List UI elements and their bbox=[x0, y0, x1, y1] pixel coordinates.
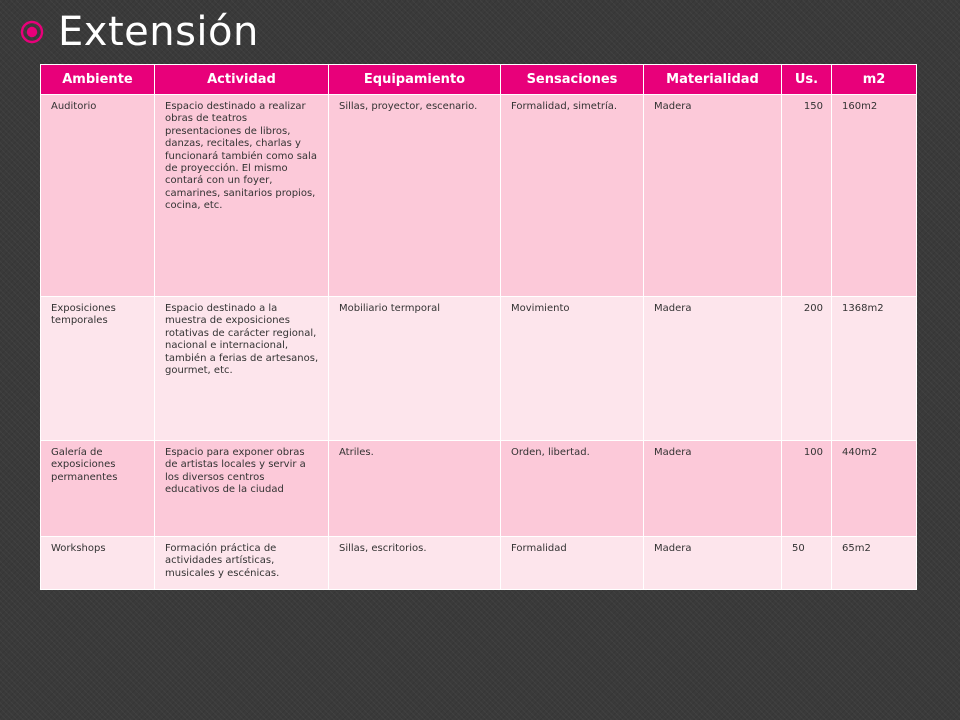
cell-actividad: Formación práctica de actividades artísticas, musicales y escénicas. bbox=[155, 537, 329, 590]
cell-materialidad: Madera bbox=[644, 297, 782, 441]
table-header-row bbox=[41, 65, 917, 95]
table-row bbox=[41, 95, 917, 297]
cell-m2: 160m2 bbox=[832, 95, 917, 297]
column-header-ambiente: Ambiente bbox=[41, 65, 155, 95]
cell-us: 50 bbox=[782, 537, 832, 590]
slide-title-row bbox=[20, 6, 259, 58]
target-bullet-icon bbox=[20, 20, 44, 44]
cell-equipamiento: Atriles. bbox=[329, 441, 501, 537]
extension-table bbox=[40, 64, 917, 590]
cell-sensaciones: Formalidad, simetría. bbox=[501, 95, 644, 297]
cell-actividad: Espacio para exponer obras de artistas locales y servir a los diversos centros educativos de la ciudad bbox=[155, 441, 329, 537]
column-header-us: Us. bbox=[782, 65, 832, 95]
slide-title: Extensión bbox=[58, 9, 259, 55]
cell-ambiente: Auditorio bbox=[41, 95, 155, 297]
table-row bbox=[41, 537, 917, 590]
cell-materialidad: Madera bbox=[644, 441, 782, 537]
cell-us: 100 bbox=[782, 441, 832, 537]
column-header-equipamiento: Equipamiento bbox=[329, 65, 501, 95]
cell-sensaciones: Formalidad bbox=[501, 537, 644, 590]
column-header-actividad: Actividad bbox=[155, 65, 329, 95]
cell-sensaciones: Movimiento bbox=[501, 297, 644, 441]
cell-ambiente: Workshops bbox=[41, 537, 155, 590]
cell-m2: 1368m2 bbox=[832, 297, 917, 441]
column-header-m2: m2 bbox=[832, 65, 917, 95]
cell-m2: 440m2 bbox=[832, 441, 917, 537]
cell-m2: 65m2 bbox=[832, 537, 917, 590]
table-row bbox=[41, 441, 917, 537]
table-row bbox=[41, 297, 917, 441]
cell-materialidad: Madera bbox=[644, 537, 782, 590]
column-header-sensaciones: Sensaciones bbox=[501, 65, 644, 95]
cell-materialidad: Madera bbox=[644, 95, 782, 297]
cell-us: 200 bbox=[782, 297, 832, 441]
cell-actividad: Espacio destinado a la muestra de exposiciones rotativas de carácter regional, nacional e internacional, también a ferias de artesanos, gourmet, etc. bbox=[155, 297, 329, 441]
column-header-materialidad: Materialidad bbox=[644, 65, 782, 95]
cell-sensaciones: Orden, libertad. bbox=[501, 441, 644, 537]
cell-ambiente: Galería de exposiciones permanentes bbox=[41, 441, 155, 537]
cell-ambiente: Exposiciones temporales bbox=[41, 297, 155, 441]
cell-equipamiento: Mobiliario termporal bbox=[329, 297, 501, 441]
cell-actividad: Espacio destinado a realizar obras de teatros presentaciones de libros, danzas, recitales, charlas y funcionará también como sala de proyección. El mismo contará con un foyer, camarines, sanitarios propios, cocina, etc. bbox=[155, 95, 329, 297]
cell-us: 150 bbox=[782, 95, 832, 297]
cell-equipamiento: Sillas, proyector, escenario. bbox=[329, 95, 501, 297]
cell-equipamiento: Sillas, escritorios. bbox=[329, 537, 501, 590]
